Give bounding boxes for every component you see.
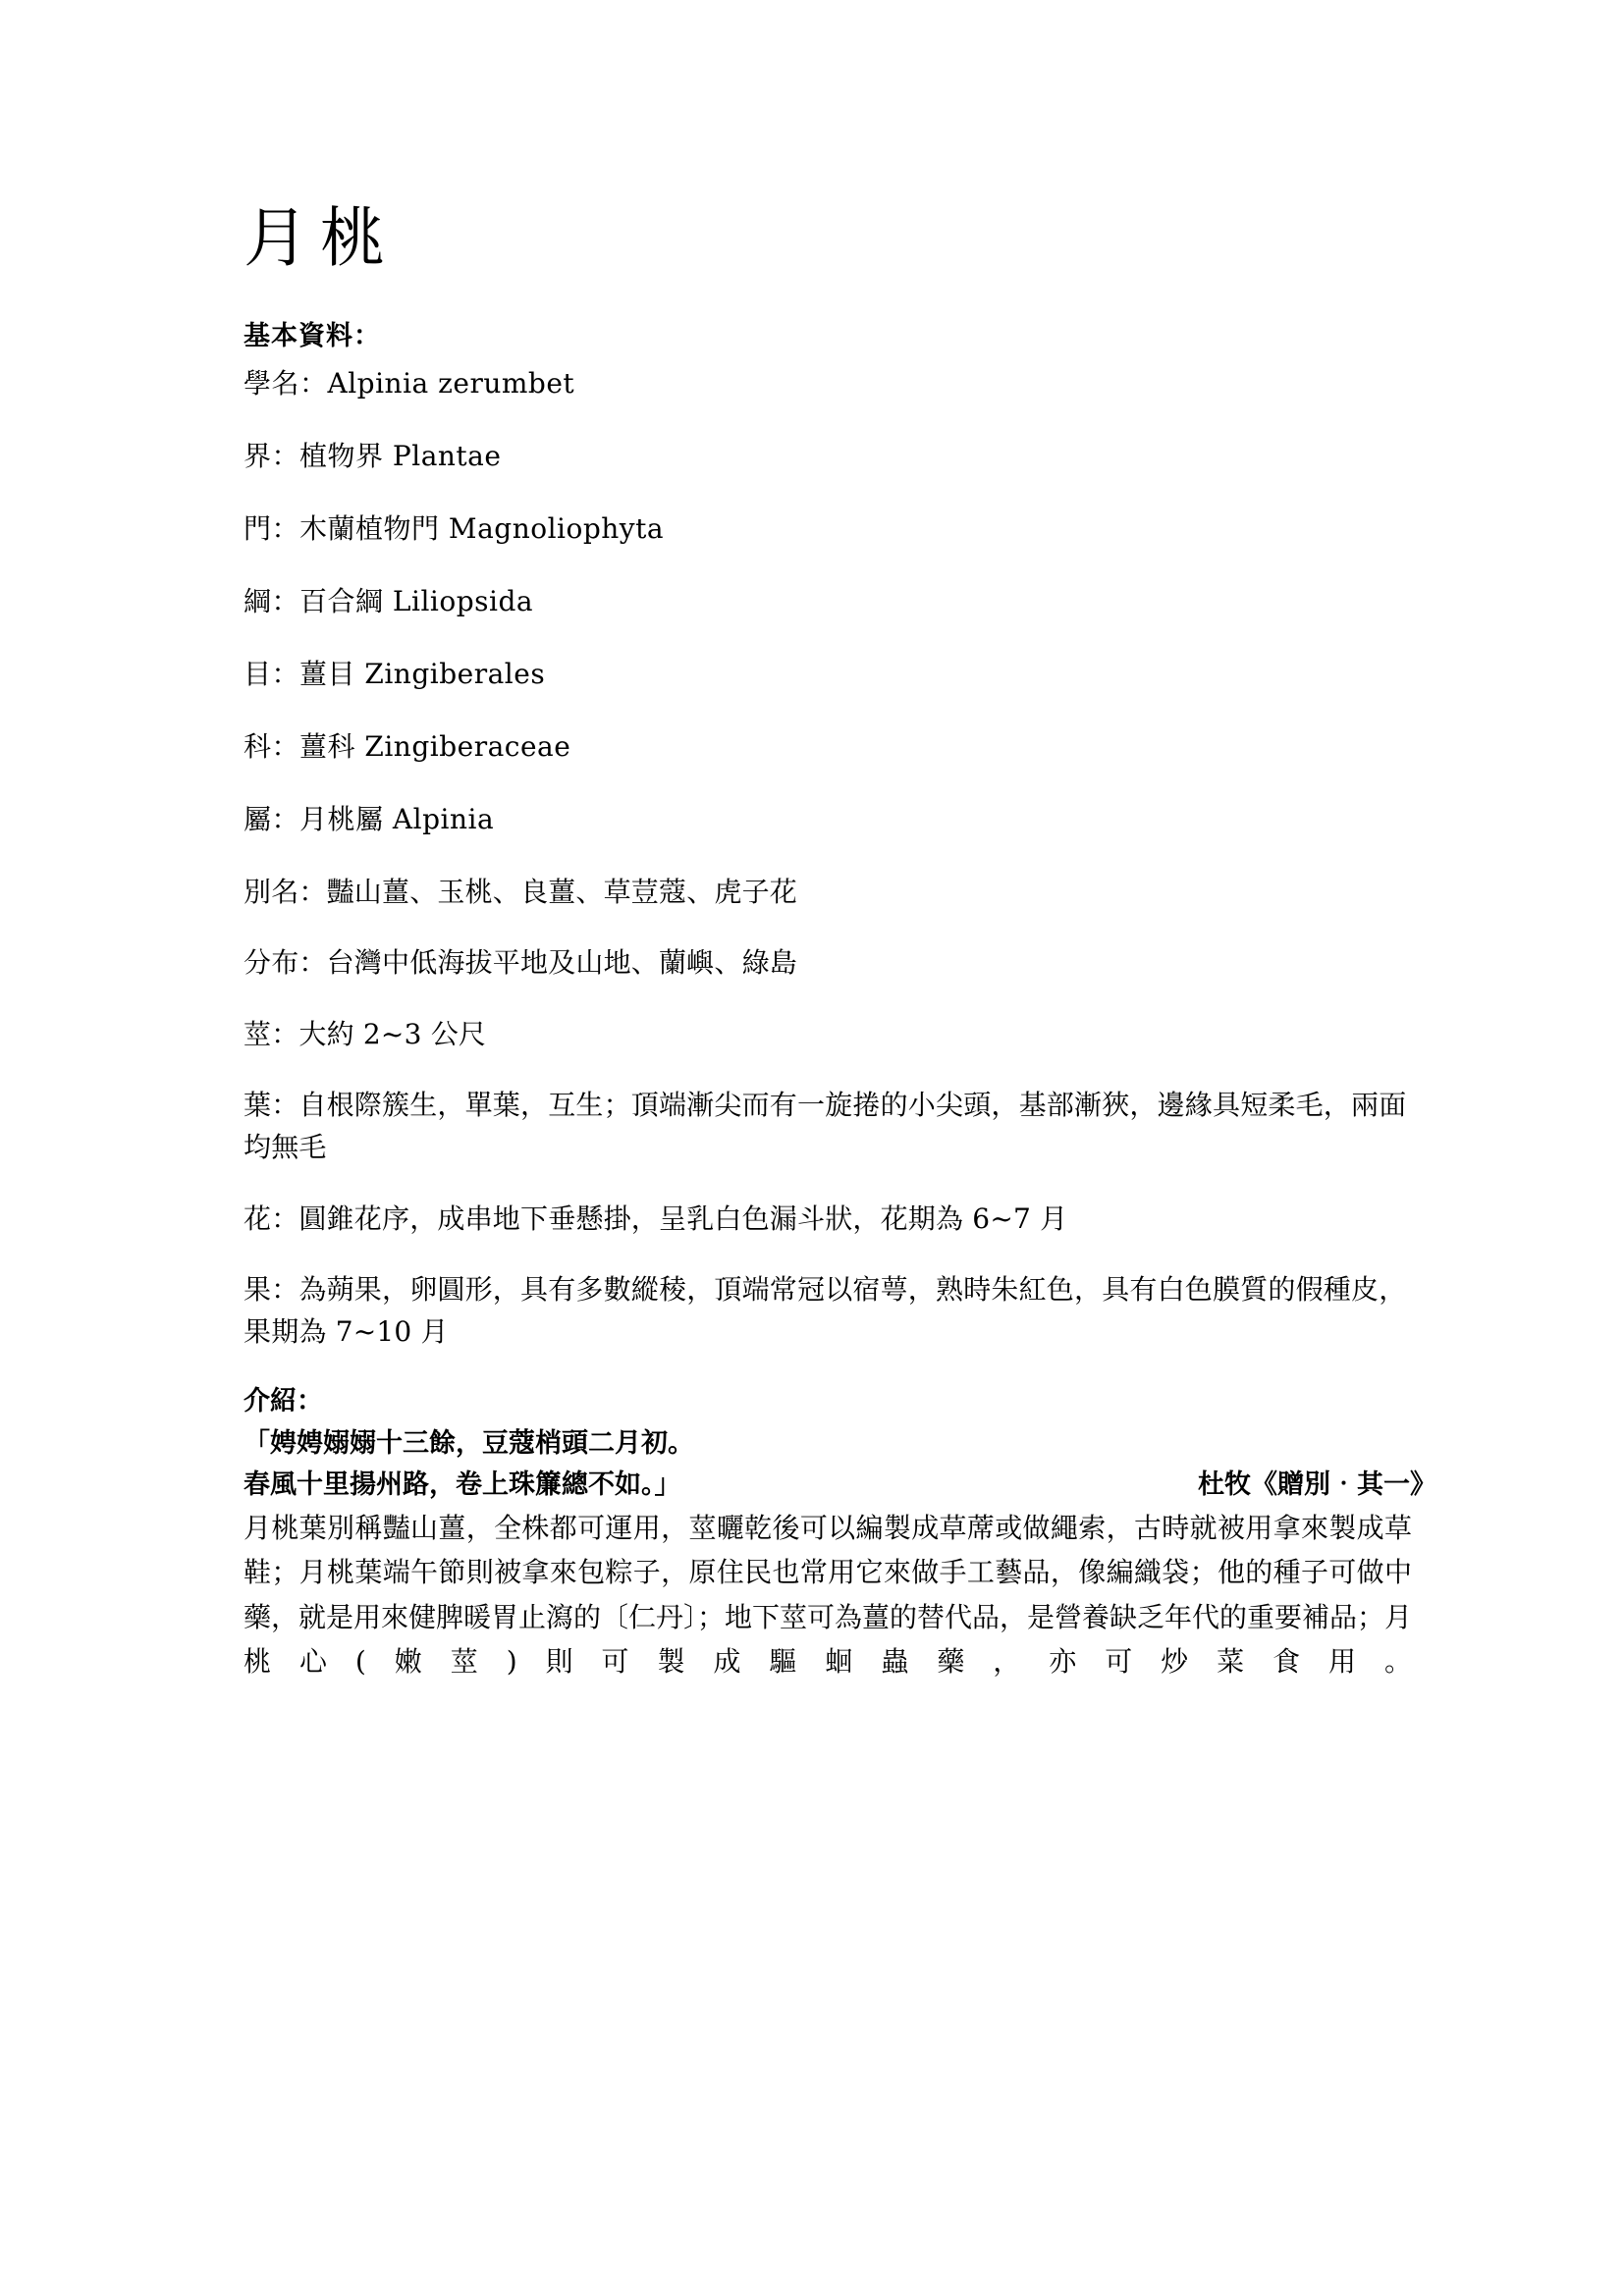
- taxonomy-item-genus: 屬：月桃屬 Alpinia: [244, 802, 495, 835]
- taxonomy-item-class: 綱：百合綱 Liliopsida: [244, 584, 534, 617]
- attribute-distribution: 分布：台灣中低海拔平地及山地、蘭嶼、綠島: [244, 946, 798, 980]
- attribute-fruit: 果：為蒴果，卵圓形，具有多數縱稜，頂端常冠以宿萼，熟時朱紅色，具有白色膜質的假種皮，果期為 7~10 月: [244, 1273, 1407, 1348]
- basic-info-heading: 基本資料：: [244, 321, 381, 351]
- attribute-stem: 莖：大約 2~3 公尺: [244, 1017, 487, 1050]
- attribute-leaf: 葉：自根際簇生，單葉，互生；頂端漸尖而有一旋捲的小尖頭，基部漸狹，邊緣具短柔毛，兩面均無毛: [244, 1089, 1407, 1164]
- taxonomy-item-order: 目：薑目 Zingiberales: [244, 657, 546, 690]
- poem-line-first: 「娉娉嫋嫋十三餘，豆蔻梢頭二月初。: [244, 1427, 694, 1459]
- taxonomy-list: [244, 436, 1442, 840]
- attribute-flower: 花：圓錐花序，成串地下垂懸掛，呈乳白色漏斗狀，花期為 6~7 月: [244, 1201, 1068, 1235]
- scientific-name-line: 學名：Alpinia zerumbet: [244, 366, 575, 400]
- poem-second-row: [244, 1463, 1436, 1504]
- attribute-alias: 別名：豔山薑、玉桃、良薑、草荳蔻、虎子花: [244, 875, 798, 908]
- body-paragraph: 月桃葉別稱豔山薑，全株都可運用，莖曬乾後可以編製成草蓆或做繩索，古時就被用拿來製成草鞋；月桃葉端午節則被拿來包粽子，原住民也常用它來做手工藝品，像編織袋；他的種子可做中藥，就是用來健脾暖胃止瀉的〔仁丹〕；地下莖可為薑的替代品，是營養缺乏年代的重要補品；月桃心(嫩莖)則可製成驅蛔蟲藥，亦可炒菜食用。: [244, 1512, 1413, 1679]
- taxonomy-item-division: 門：木蘭植物門 Magnoliophyta: [244, 511, 665, 545]
- intro-heading: 介紹：: [244, 1386, 323, 1417]
- taxonomy-item-kingdom: 界：植物界 Plantae: [244, 439, 502, 472]
- attribute-list: [244, 872, 1442, 1353]
- page-title: 月桃: [244, 200, 397, 276]
- poem-line-second: 春風十里揚州路，卷上珠簾總不如。」: [244, 1468, 681, 1500]
- poem-attribution: 杜牧《贈別‧其一》: [1198, 1468, 1436, 1500]
- taxonomy-item-family: 科：薑科 Zingiberaceae: [244, 729, 571, 763]
